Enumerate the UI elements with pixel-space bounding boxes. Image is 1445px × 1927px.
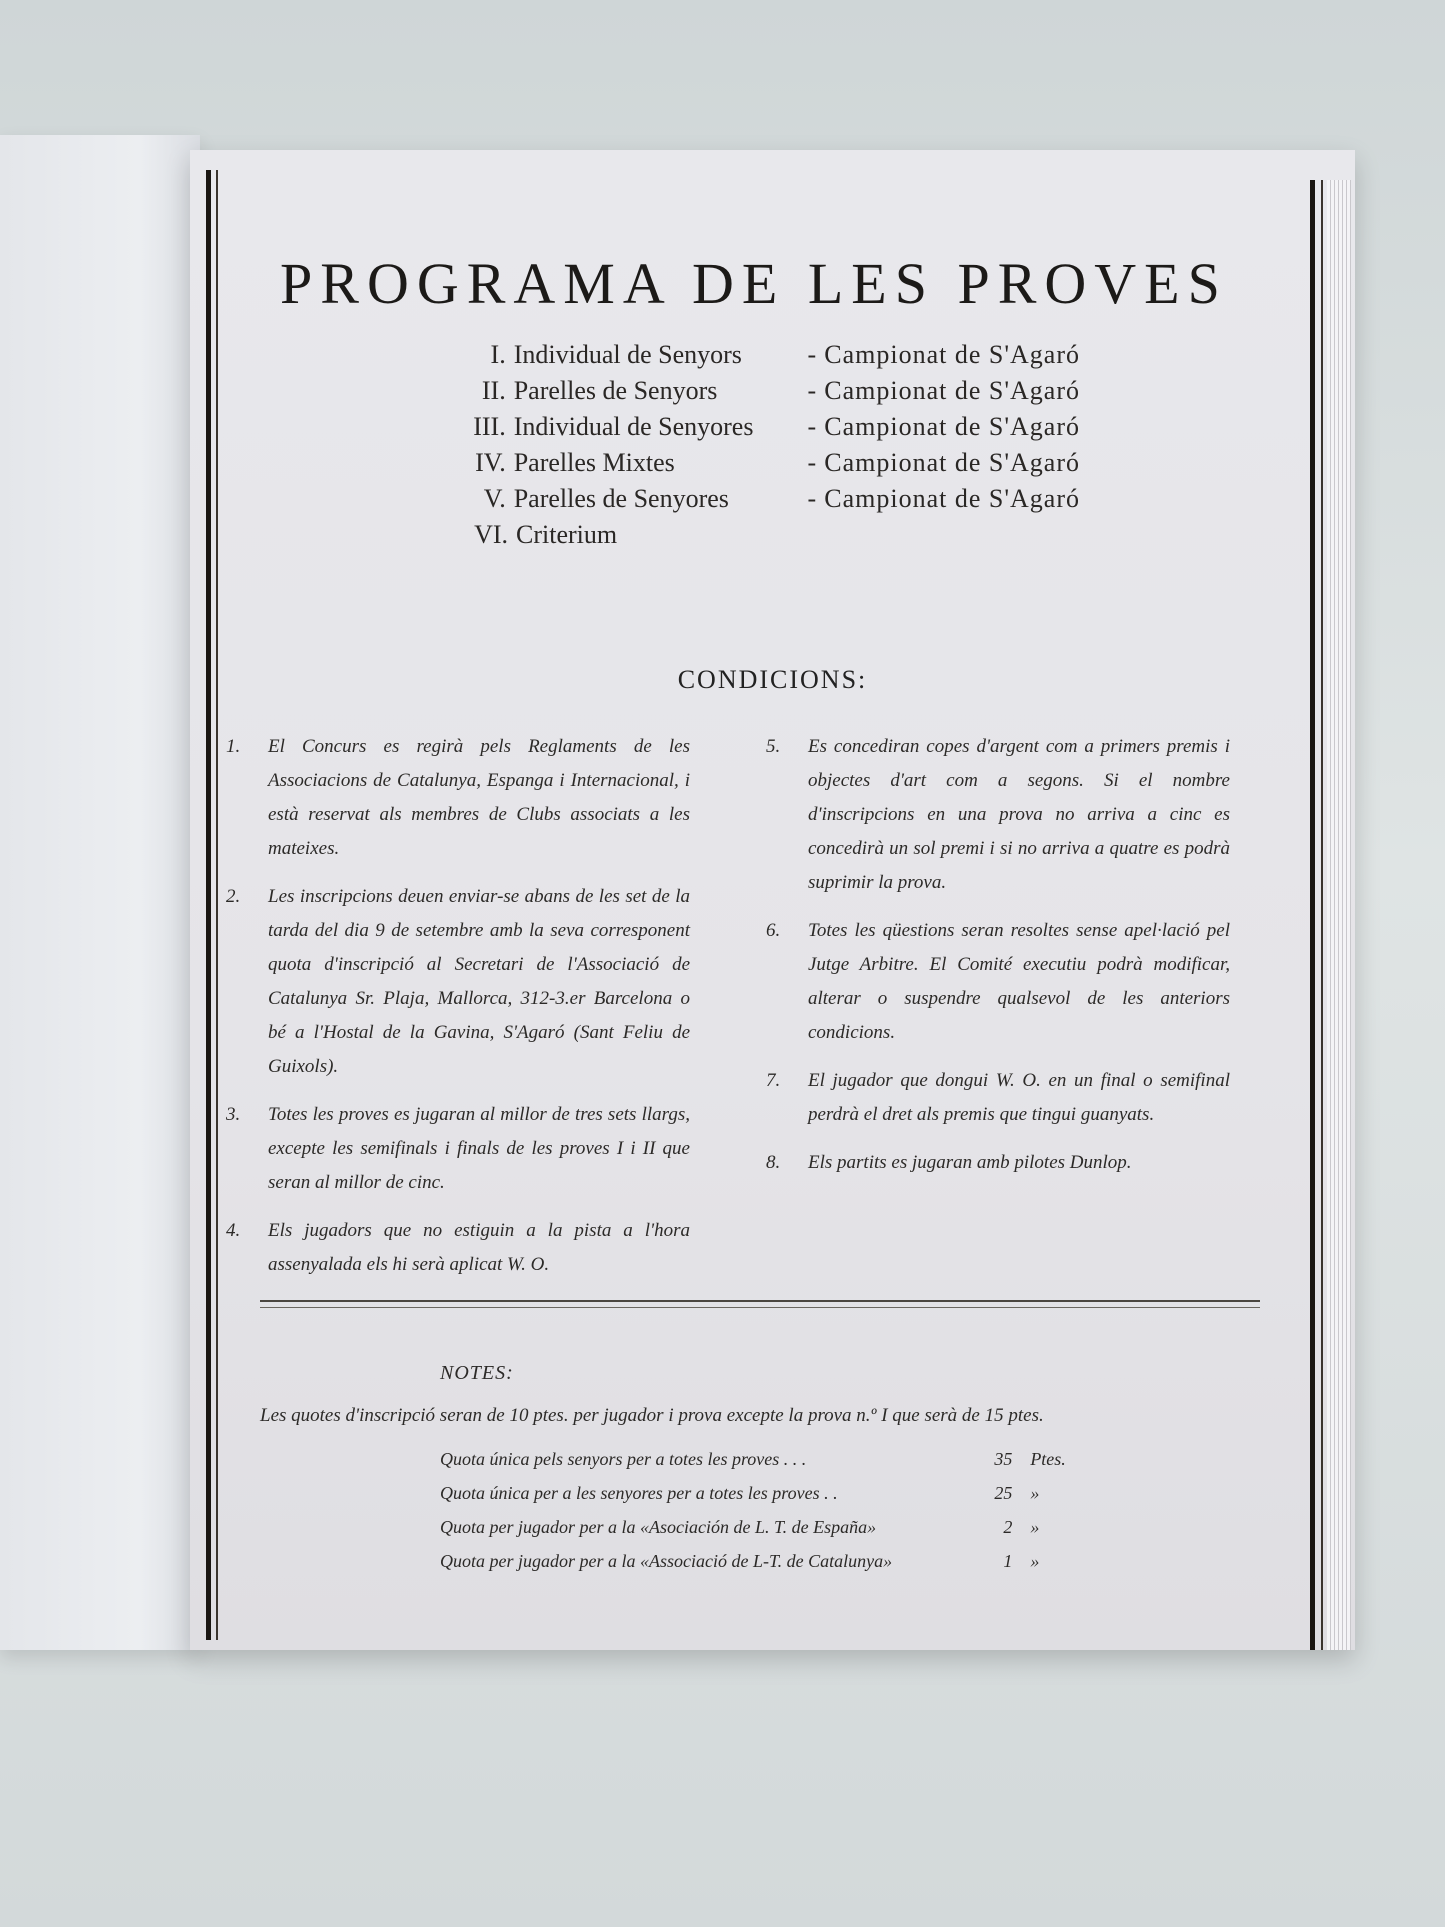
section-divider: [260, 1300, 1260, 1308]
notes-text: Les quotes d'inscripció seran de 10 ptes. per jugador i prova excepte la prova n.º I que serà de 15 ptes.: [260, 1405, 1044, 1426]
event-name: Parelles de Senyors: [513, 376, 718, 405]
events-list: [460, 340, 1080, 556]
condition-text: Les inscripcions deuen enviar-se abans de les set de la tarda del dia 9 de setembre amb la seva corresponent quota d'inscripció al Secretari de l'Associació de Catalunya Sr. Plaja, Mallorca, 312-3.er Barcelona o bé a l'Hostal de la Gavina, S'Agaró (Sant Feliu de Guixols).: [268, 886, 690, 1077]
event-number: I.: [490, 340, 506, 369]
condition-text: El Concurs es regirà pels Reglaments de les Associacions de Catalunya, Espanga i Internacional, i està reservat als membres de Clubs associats a les mateixes.: [268, 736, 690, 859]
condition-number: 1.: [226, 736, 241, 757]
quota-unit: Ptes.: [1030, 1448, 1066, 1469]
conditions-column-left: [220, 730, 690, 1296]
left-border-rule: [206, 170, 211, 1640]
left-page: [0, 135, 200, 1650]
condition-item: [760, 1064, 1230, 1132]
condition-item: [220, 730, 690, 866]
event-name: Parelles de Senyores: [513, 484, 729, 513]
event-item: [460, 412, 1080, 448]
quota-row: [440, 1544, 1080, 1578]
quota-row: [440, 1442, 1080, 1476]
right-border-rule: [1310, 180, 1315, 1650]
quota-row: [440, 1476, 1080, 1510]
event-championship: Campionat de S'Agaró: [824, 376, 1080, 405]
event-name: Individual de Senyores: [513, 412, 754, 441]
condition-item: [220, 880, 690, 1084]
condition-item: [220, 1214, 690, 1282]
quota-list: [440, 1442, 1080, 1578]
event-championship: Campionat de S'Agaró: [824, 448, 1080, 477]
event-separator: -: [807, 448, 817, 477]
event-number: II.: [481, 376, 506, 405]
event-number: IV.: [475, 448, 506, 477]
condition-text: Els partits es jugaran amb pilotes Dunlop.: [808, 1152, 1132, 1173]
event-item: [460, 520, 1080, 556]
condition-number: 8.: [766, 1152, 781, 1173]
event-name: Parelles Mixtes: [513, 448, 675, 477]
quota-amount: 35: [994, 1448, 1013, 1469]
condition-number: 6.: [766, 920, 781, 941]
condition-number: 5.: [766, 736, 781, 757]
condition-text: Els jugadors que no estiguin a la pista a l'hora assenyalada els hi serà aplicat W. O.: [268, 1220, 690, 1275]
event-separator: -: [807, 484, 817, 513]
event-item: [460, 376, 1080, 412]
condition-text: Es concediran copes d'argent com a primers premis i objectes d'art com a segons. Si el nombre d'inscripcions en una prova no arriva a cinc es concedirà un sol premi i si no arriva a quatre es podrà suprimir la prova.: [808, 736, 1230, 893]
quota-unit: »: [1030, 1482, 1040, 1503]
event-separator: [816, 520, 842, 556]
event-name: Criterium: [516, 520, 618, 549]
conditions-heading: CONDICIONS:: [677, 665, 868, 694]
condition-item: [760, 914, 1230, 1050]
quota-unit: »: [1030, 1550, 1040, 1571]
quota-amount: 25: [994, 1482, 1013, 1503]
quota-unit: »: [1030, 1516, 1040, 1537]
condition-number: 2.: [226, 886, 241, 907]
condition-item: [220, 1098, 690, 1200]
quota-label: Quota única pels senyors per a totes les proves . . .: [440, 1448, 807, 1469]
notes-heading: NOTES:: [440, 1362, 514, 1384]
event-separator: -: [807, 340, 817, 369]
condition-text: El jugador que dongui W. O. en un final o semifinal perdrà el dret als premis que tingui guanyats.: [808, 1070, 1230, 1125]
condition-text: Totes les qüestions seran resoltes sense apel·lació pel Jutge Arbitre. El Comité executiu podrà modificar, alterar o suspendre qualsevol de les anteriors condicions.: [808, 920, 1230, 1043]
quota-amount: 1: [1003, 1550, 1013, 1571]
event-item: [460, 484, 1080, 520]
event-name: Individual de Senyors: [513, 340, 742, 369]
event-number: III.: [473, 412, 506, 441]
quota-label: Quota per jugador per a la «Asociación de L. T. de España»: [440, 1516, 877, 1537]
event-championship: Campionat de S'Agaró: [824, 484, 1080, 513]
conditions-column-right: [760, 730, 1230, 1194]
event-item: [460, 340, 1080, 376]
condition-text: Totes les proves es jugaran al millor de tres sets llargs, excepte les semifinals i finals de les proves I i II que seran al millor de cinc.: [268, 1104, 690, 1193]
event-championship: Campionat de S'Agaró: [824, 412, 1080, 441]
quota-amount: 2: [1003, 1516, 1013, 1537]
condition-item: [760, 730, 1230, 900]
quota-label: Quota única per a les senyores per a totes les proves . .: [440, 1482, 838, 1503]
event-championship: [842, 520, 1080, 556]
page-title: PROGRAMA DE LES PROVES: [280, 251, 1228, 316]
left-border-rule-thin: [216, 170, 218, 1640]
condition-number: 4.: [226, 1220, 241, 1241]
event-number: V.: [483, 484, 506, 513]
event-separator: -: [807, 412, 817, 441]
condition-number: 3.: [226, 1104, 241, 1125]
quota-label: Quota per jugador per a la «Associació de L-T. de Catalunya»: [440, 1550, 893, 1571]
event-separator: -: [807, 376, 817, 405]
event-number: VI.: [474, 520, 508, 549]
right-border-rule-thin: [1321, 180, 1323, 1650]
event-championship: Campionat de S'Agaró: [824, 340, 1080, 369]
page-edges: [1327, 180, 1351, 1650]
condition-item: [760, 1146, 1230, 1180]
condition-number: 7.: [766, 1070, 781, 1091]
event-item: [460, 448, 1080, 484]
document-page: [190, 150, 1355, 1650]
quota-row: [440, 1510, 1080, 1544]
